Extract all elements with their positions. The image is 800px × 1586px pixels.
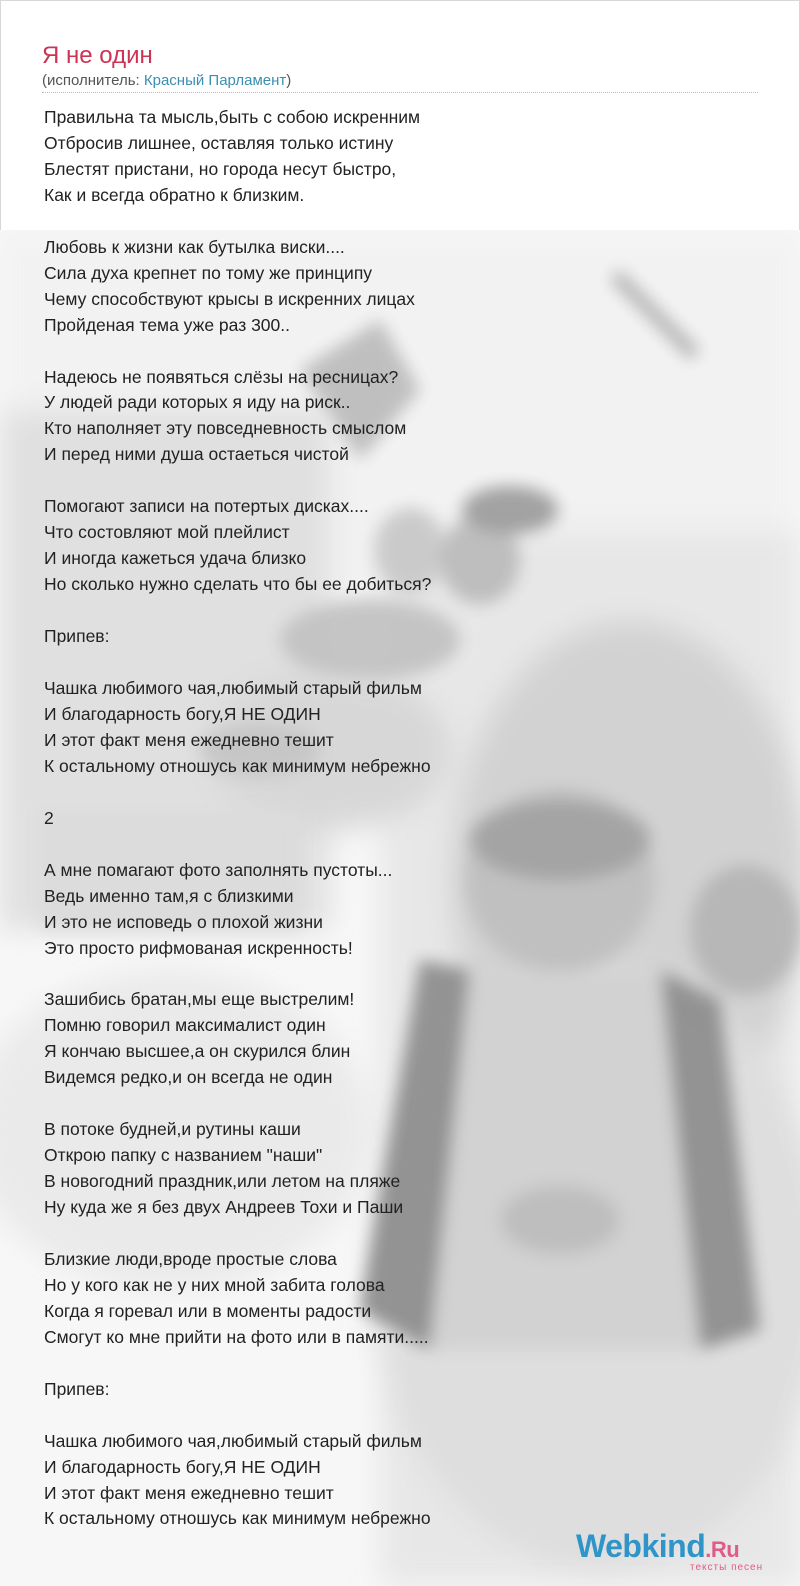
lyric-line: Зашибись братан,мы еще выстрелим! [44,989,355,1010]
lyric-line: Припев: [44,626,110,647]
lyric-line: И благодарность богу,Я НЕ ОДИН [44,1456,321,1477]
webkind-logo[interactable] [576,1528,776,1574]
lyric-line: Кто наполняет эту повседневность смыслом [44,418,407,439]
logo-main-text: Webkind [576,1528,706,1564]
lyric-line: Чему способствуют крысы в искренних лицах [44,288,415,309]
lyric-line: Открою папку с названием "наши" [44,1145,323,1166]
lyric-line: Ведь именно там,я с близкими [44,885,294,906]
lyric-line: А мне помагают фото заполнять пустоты... [44,859,393,880]
lyric-line: Правильна та мысль,быть с собою искренним [44,107,421,127]
song-title: Я не один [42,42,153,69]
lyric-line: Но сколько нужно сделать что бы ее добиться? [44,574,432,595]
artist-prefix: (исполнитель: [42,72,144,89]
lyric-line: И этот факт меня ежедневно тешит [44,1482,334,1503]
lyric-line: 2 [44,807,54,828]
lyric-line: Что состовляют мой плейлист [44,522,290,543]
lyric-line: Сила духа крепнет по тому же принципу [44,262,373,283]
lyric-line: Смогут ко мне прийти на фото или в памяти..... [44,1326,429,1347]
lyric-line: Как и всегда обратно к близким. [44,184,305,205]
lyric-line: Это просто рифмованая искренность! [44,937,353,958]
lyric-line: Надеюсь не появяться слёзы на ресницах? [44,366,399,387]
artist-link[interactable]: Красный Парламент [143,72,287,89]
lyric-line: Чашка любимого чая,любимый старый фильм [44,677,422,698]
lyric-line: К остальному отношусь как минимум небрежно [44,755,431,776]
lyrics-text [44,105,431,1532]
title-divider [42,92,758,93]
logo-tld: .Ru [705,1537,740,1562]
lyric-line: И благодарность богу,Я НЕ ОДИН [44,703,321,724]
lyric-line: К остальному отношусь как минимум небрежно [44,1508,431,1529]
lyric-line: Ну куда же я без двух Андреев Тохи и Паши [44,1197,404,1218]
lyric-line: Видемся редко,и он всегда не один [44,1067,333,1088]
lyric-line: В потоке будней,и рутины каши [44,1119,301,1140]
logo-tagline: тексты песен [690,1562,764,1573]
lyric-line: Помогают записи на потертых дисках.... [44,496,369,517]
lyric-line: У людей ради которых я иду на риск.. [44,392,351,413]
lyric-line: Но у кого как не у них мной забита голова [44,1274,385,1295]
lyric-line: Чашка любимого чая,любимый старый фильм [44,1430,422,1451]
lyric-line: Помню говорил максималист один [44,1015,326,1036]
lyric-line: Близкие люди,вроде простые слова [44,1248,337,1269]
lyric-line: Припев: [44,1378,110,1399]
lyric-line: И этот факт меня ежедневно тешит [44,729,334,750]
song-artist-line [42,71,291,91]
lyric-line: Любовь к жизни как бутылка виски.... [44,236,345,257]
lyric-line: И иногда кажеться удача близко [44,548,307,569]
lyric-line: Я кончаю высшее,а он скурился блин [44,1041,351,1062]
lyric-line: В новогодний праздник,или летом на пляже [44,1171,401,1192]
lyric-line: Когда я горевал или в моменты радости [44,1300,372,1321]
lyric-line: Блестят пристани, но города несут быстро, [44,158,397,179]
lyric-line: И перед ними душа остаеться чистой [44,444,349,465]
lyric-line: Пройденая тема уже раз 300.. [44,314,290,335]
lyric-line: И это не исповедь о плохой жизни [44,911,323,932]
lyric-line: Отбросив лишнее, оставляя только истину [44,132,394,153]
artist-suffix: ) [286,72,292,89]
